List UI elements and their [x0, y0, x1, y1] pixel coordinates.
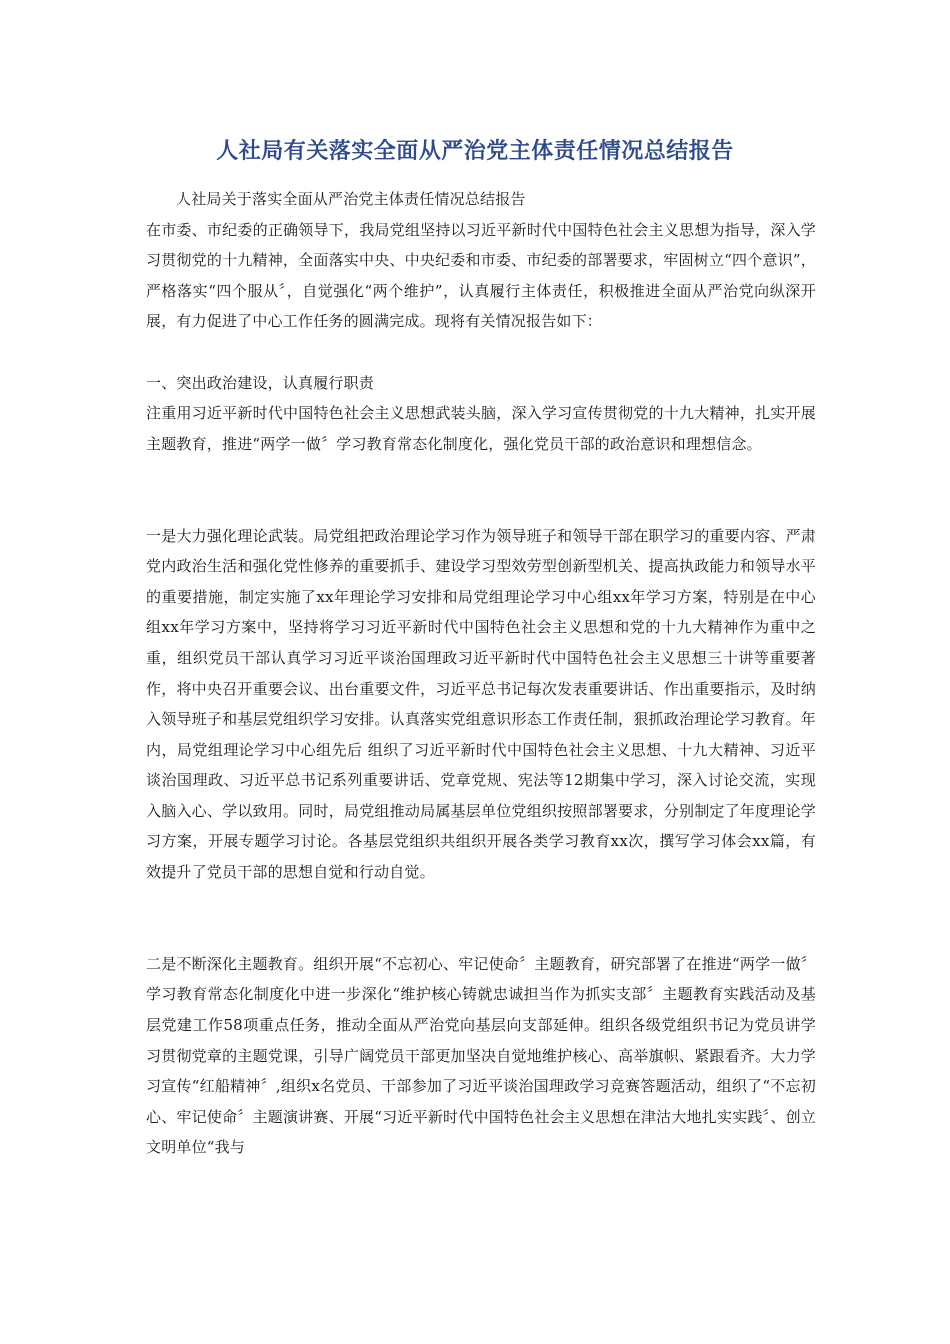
- paragraph-gap: [146, 888, 816, 949]
- document-body: [146, 184, 816, 1163]
- paragraph-gap: [146, 459, 816, 520]
- document-title: 人社局有关落实全面从严治党主体责任情况总结报告: [216, 139, 734, 164]
- intro-paragraph: 在市委、市纪委的正确领导下，我局党组坚持以习近平新时代中国特色社会主义思想为指导，深入学习贯彻党的十九精神，全面落实中央、中央纪委和市委、市纪委的部署要求，牢固树立“四个意识”，严格落实“四个服从〞，自觉强化“两个维护”，认真履行主体责任，积极推进全面从严治党向纵深开展，有力促进了中心工作任务的圆满完成。现将有关情况报告如下：: [146, 220, 816, 331]
- section-1-paragraph: 注重用习近平新时代中国特色社会主义思想武装头脑，深入学习宣传贯彻党的十九大精神，扎实开展主题教育，推进“两学一做〞学习教育常态化制度化，强化党员干部的政治意识和理想信念。: [146, 404, 816, 453]
- point-1-paragraph: 一是大力强化理论武装。局党组把政治理论学习作为领导班子和领导干部在职学习的重要内容、严肃党内政治生活和强化党性修养的重要抓手、建设学习型效劳型创新型机关、提高执政能力和领导水平的重要措施，制定实施了xx年理论学习安排和局党组理论学习中心组xx年学习方案，特别是在中心组xx年学习方案中，坚持将学习习近平新时代中国特色社会主义思想和党的十九大精神作为重中之重，组织党员干部认真学习习近平谈治国理政习近平新时代中国特色社会主义思想三十讲等重要著作，将中央召开重要会议、出台重要文件，习近平总书记每次发表重要讲话、作出重要指示，及时纳入领导班子和基层党组织学习安排。认真落实党组意识形态工作责任制，狠抓政治理论学习教育。年内，局党组理论学习中心组先后 组织了习近平新时代中国特色社会主义思想、十九大精神、习近平谈治国理政、习近平总书记系列重要讲话、党章党规、宪法等12期集中学习，深入讨论交流，实现入脑入心、学以致用。同时，局党组推动局属基层单位党组织按照部署要求，分别制定了年度理论学习方案，开展专题学习讨论。各基层党组织共组织开展各类学习教育xx次，撰写学习体会xx篇，有效提升了党员干部的思想自觉和行动自觉。: [146, 526, 816, 882]
- point-2-paragraph: 二是不断深化主题教育。组织开展“不忘初心、牢记使命〞主题教育，研究部署了在推进“两学一做〞学习教育常态化制度化中进一步深化“维护核心铸就忠诚担当作为抓实支部〞主题教育实践活动及基层党建工作58项重点任务，推动全面从严治党向基层向支部延伸。组织各级党组织书记为党员讲学习贯彻党章的主题党课，引导广阔党员干部更加坚决自觉地维护核心、高举旗帜、紧跟看齐。大力学习宣传“红船精神〞,组织x名党员、干部参加了习近平谈治国理政学习竞赛答题活动，组织了“不忘初心、牢记使命〞主题演讲赛、开展“习近平新时代中国特色社会主义思想在津沽大地扎实实践〞、创立文明单位“我与: [146, 954, 816, 1157]
- paragraph-gap: [146, 337, 816, 368]
- section-heading-1: 一、突出政治建设，认真履行职责: [146, 373, 375, 392]
- document-subtitle: 人社局关于落实全面从严治党主体责任情况总结报告: [176, 190, 526, 208]
